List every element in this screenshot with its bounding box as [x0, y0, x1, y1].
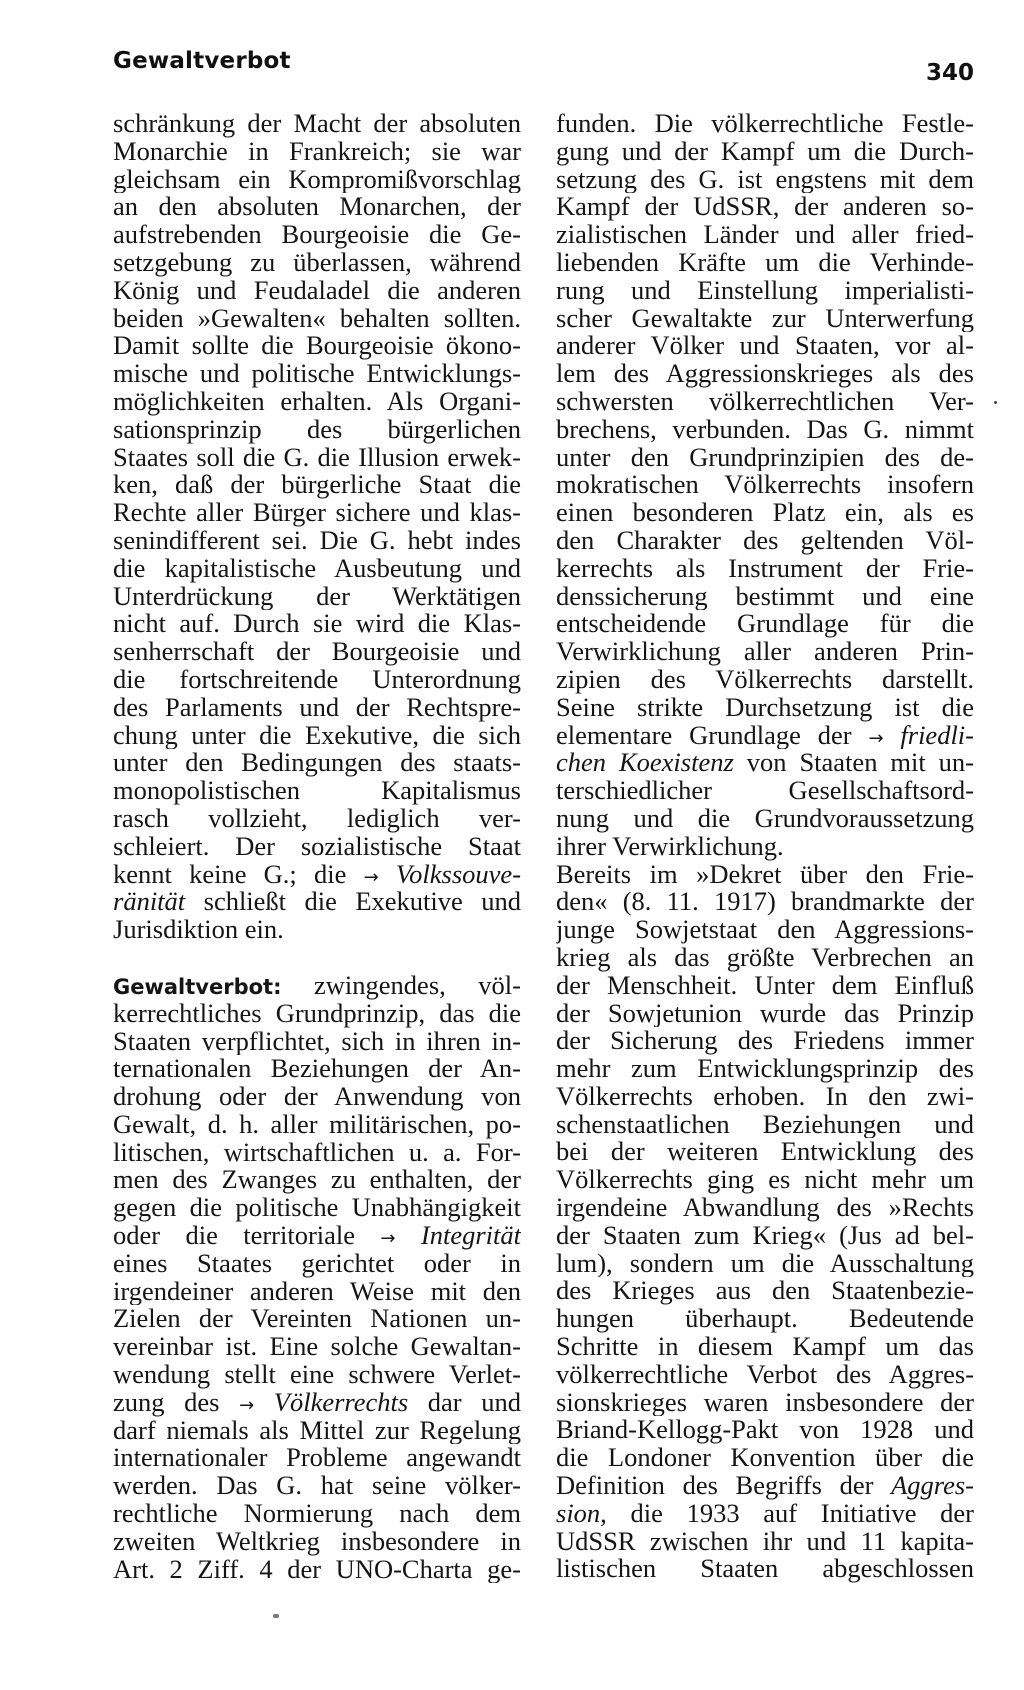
text-line: setzgebung zu überlassen, während [113, 248, 521, 277]
entry-body [556, 777, 974, 1472]
text-line: kerrechts als Instrument der Frie- [556, 554, 974, 583]
text-line: aufstrebenden Bourgeoisie die Ge- [113, 221, 521, 249]
text-line: terschiedlicher Gesellschaftsord- [556, 777, 974, 805]
text-line: funden. Die völkerrechtliche Festle- [556, 110, 974, 138]
text-line: Unterdrückung der Werktätigen [113, 582, 521, 611]
cross-reference-arrow-icon: → [239, 1394, 255, 1416]
text-line: men des Zwanges zu enthalten, der [113, 1166, 521, 1195]
text-line: lum), sondern um die Ausschaltung [556, 1249, 974, 1278]
entry-body [113, 1250, 521, 1389]
running-head: Gewaltverbot [113, 48, 291, 74]
text-line: lem des Aggressionskrieges als des [556, 360, 974, 388]
text-line: den« (8. 11. 1917) brandmarkte der [556, 888, 974, 917]
entry-body [113, 1417, 521, 1584]
text-line: anderer Völker und Staaten, vor al- [556, 332, 974, 361]
text-line: Bereits im »Dekret über den Frie- [556, 860, 974, 889]
text-line: listischen Staaten abgeschlossen [556, 1555, 974, 1584]
text-line: die kapitalistische Ausbeutung und [113, 554, 521, 583]
text-line: Gewalt, d. h. aller militärischen, po- [113, 1110, 521, 1139]
text-line: irgendeine Abwandlung des »Rechts [556, 1194, 974, 1222]
text-line: ken, daß der bürgerliche Staat die [113, 471, 521, 500]
entry-term: Gewaltverbot: [113, 974, 282, 999]
text-line: einen besonderen Platz ein, als es [556, 499, 974, 527]
entry-heading-line: Gewaltverbot: zwingendes, völ- [113, 971, 521, 1000]
text-line: werden. Das G. hat seine völker- [113, 1472, 521, 1501]
text-line: UdSSR zwischen ihr und 11 kapita- [556, 1527, 974, 1556]
text-line: des Parlaments und der Rechtspre- [113, 693, 521, 722]
text-line: Verwirklichung aller anderen Prin- [556, 638, 974, 666]
text-line: setzung des G. ist engstens mit dem [556, 165, 974, 194]
cross-reference-link[interactable]: chen Koexistenz [556, 749, 734, 778]
print-speck [273, 1614, 279, 1618]
page-number: 340 [926, 60, 975, 86]
text-line: senindifferent sei. Die G. hebt indes [113, 526, 521, 555]
text-line: Kampf der UdSSR, der anderen so- [556, 193, 974, 222]
cross-reference-link[interactable]: Aggres- [891, 1472, 974, 1500]
cross-reference-link[interactable]: Völkerrechts [273, 1388, 409, 1417]
left-column [113, 110, 521, 1583]
text-line: ränität schließt die Exekutive und [113, 888, 521, 917]
text-line: scher Gewaltakte zur Unterwerfung [556, 304, 974, 333]
text-line: Völkerrechts erhoben. In den zwi- [556, 1082, 974, 1111]
text-line: Staates soll die G. die Illusion erwek- [113, 443, 521, 472]
text-line: Definition des Begriffs der Aggres- [556, 1472, 974, 1500]
text-line: der Sicherung des Friedens immer [556, 1027, 974, 1056]
text-line: liebenden Kräfte um die Verhinde- [556, 248, 974, 277]
text-line: drohung oder der Anwendung von [113, 1083, 521, 1111]
text-line: krieg als das größte Verbrechen an [556, 943, 974, 972]
text-line: bei der weiteren Entwicklung des [556, 1138, 974, 1167]
text-line: schwersten völkerrechtlichen Ver- [556, 387, 974, 416]
entry-body [556, 110, 974, 722]
right-column [556, 110, 974, 1583]
text-line: die fortschreitende Unterordnung [113, 665, 521, 694]
text-line: rasch vollzieht, lediglich ver- [113, 804, 521, 833]
text-line: eines Staates gerichtet oder in [113, 1249, 521, 1278]
text-line: chen Koexistenz von Staaten mit un- [556, 749, 974, 778]
cross-reference-link[interactable]: ränität [113, 888, 186, 917]
left-paragraph-continued [113, 110, 521, 861]
text-line: schleiert. Der sozialistische Staat [113, 832, 521, 861]
cross-reference-link[interactable]: friedli- [900, 721, 974, 750]
text-line: der Staaten zum Krieg« (Jus ad bel- [556, 1221, 974, 1250]
text-line: der Sowjetunion wurde das Prinzip [556, 999, 974, 1028]
text-line: Staaten verpflichtet, sich in ihren in- [113, 1027, 521, 1056]
text-line: Völkerrechts ging es nicht mehr um [556, 1166, 974, 1195]
text-line: schenstaatlichen Beziehungen und [556, 1110, 974, 1139]
cross-reference-link[interactable]: Integrität [420, 1222, 521, 1250]
text-line: Art. 2 Ziff. 4 der UNO-Charta ge- [113, 1555, 521, 1584]
text-line: mehr zum Entwicklungsprinzip des [556, 1055, 974, 1083]
text-line: sionskrieges waren insbesondere der [556, 1388, 974, 1417]
text-line: monopolistischen Kapitalismus [113, 777, 521, 805]
text-line: unter den Grundprinzipien des de- [556, 443, 974, 472]
text-line: des Krieges aus den Staatenbezie- [556, 1277, 974, 1306]
text-line: kennt keine G.; die → Volkssouve- [113, 860, 521, 889]
text-line: gung und der Kampf um die Durch- [556, 137, 974, 166]
text-line: Monarchie in Frankreich; sie war [113, 137, 521, 166]
text-line: gleichsam ein Kompromißvorschlag [113, 165, 521, 194]
text-line: rechtliche Normierung nach dem [113, 1500, 521, 1528]
text-line: gegen die politische Unabhängigkeit [113, 1194, 521, 1223]
text-line: Schritte in diesem Kampf um das [556, 1333, 974, 1361]
text-line: irgendeiner anderen Weise mit den [113, 1277, 521, 1306]
text-line: hungen überhaupt. Bedeutende [556, 1305, 974, 1334]
text-line: mische und politische Entwicklungs- [113, 360, 521, 388]
text-line: unter den Bedingungen des staats- [113, 749, 521, 778]
text-line: den Charakter des geltenden Völ- [556, 526, 974, 555]
text-line: junge Sowjetstaat den Aggressions- [556, 916, 974, 944]
entry-body [556, 1528, 974, 1584]
text-line: litischen, wirtschaftlichen u. a. For- [113, 1138, 521, 1167]
text-line: entscheidende Grundlage für die [556, 610, 974, 639]
text-line: sationsprinzip des bürgerlichen [113, 415, 521, 444]
text-line: zialistischen Länder und aller fried- [556, 221, 974, 249]
cross-reference-arrow-icon: → [380, 1228, 396, 1250]
text-line: möglichkeiten erhalten. Als Organi- [113, 387, 521, 416]
text-line: Jurisdiktion ein. [113, 914, 284, 945]
text-line: darf niemals als Mittel zur Regelung [113, 1416, 521, 1445]
text-line: elementare Grundlage der → friedli- [556, 721, 974, 750]
text-line: mokratischen Völkerrechts insofern [556, 471, 974, 500]
text-line: senherrschaft der Bourgeoisie und [113, 638, 521, 666]
text-line: der Menschheit. Unter dem Einfluß [556, 971, 974, 1000]
text-line: chung unter die Exekutive, die sich [113, 721, 521, 750]
text-line: zung des → Völkerrechts dar und [113, 1388, 521, 1417]
text-line: schränkung der Macht der absoluten [113, 110, 521, 138]
text-line: zipien des Völkerrechts darstellt. [556, 665, 974, 694]
text-line: brechens, verbunden. Das G. nimmt [556, 415, 974, 444]
text-line: oder die territoriale → Integrität [113, 1222, 521, 1250]
text-line: nicht auf. Durch sie wird die Klas- [113, 610, 521, 639]
cross-reference-link[interactable]: Volkssouve- [395, 860, 521, 889]
text-line: König und Feudaladel die anderen [113, 276, 521, 305]
entry-body [113, 1000, 521, 1222]
text-line: ternationalen Beziehungen der An- [113, 1055, 521, 1084]
text-line: sion, die 1933 auf Initiative der [556, 1499, 974, 1528]
text-line: Seine strikte Durchsetzung ist die [556, 693, 974, 722]
text-line: denssicherung bestimmt und eine [556, 582, 974, 611]
text-line: wendung stellt eine schwere Verlet- [113, 1361, 521, 1389]
text-line: beiden »Gewalten« behalten sollten. [113, 304, 521, 333]
text-line: vereinbar ist. Eine solche Gewaltan- [113, 1333, 521, 1362]
text-line: internationaler Probleme angewandt [113, 1444, 521, 1473]
text-line: nung und die Grundvoraussetzung [556, 804, 974, 833]
text-line: Zielen der Vereinten Nationen un- [113, 1305, 521, 1334]
text-line: an den absoluten Monarchen, der [113, 193, 521, 222]
text-line: Damit sollte die Bourgeoisie ökono- [113, 332, 521, 361]
cross-reference-link[interactable]: sion, [556, 1499, 607, 1528]
cross-reference-arrow-icon: → [868, 727, 884, 749]
text-line: rung und Einstellung imperialisti- [556, 276, 974, 305]
text-line: Briand-Kellogg-Pakt von 1928 und [556, 1416, 974, 1445]
text-line: kerrechtliches Grundprinzip, das die [113, 999, 521, 1028]
print-speck [994, 401, 997, 404]
text-line: ihrer Verwirklichung. [556, 830, 784, 861]
text-line: die Londoner Konvention über die [556, 1444, 974, 1473]
text-line: Rechte aller Bürger sichere und klas- [113, 499, 521, 527]
cross-reference-arrow-icon: → [363, 866, 379, 888]
text-line: völkerrechtliche Verbot des Aggres- [556, 1360, 974, 1389]
text-line: zweiten Weltkrieg insbesondere in [113, 1527, 521, 1556]
